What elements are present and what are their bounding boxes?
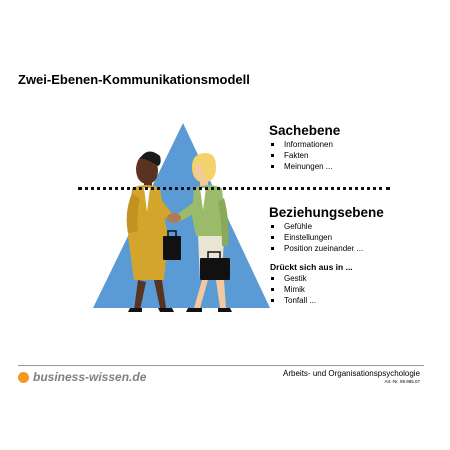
handshake-illustration xyxy=(88,118,278,318)
sachebene-list xyxy=(270,139,333,173)
list-item: Position zueinander ... xyxy=(270,243,363,254)
expression-heading: Drückt sich aus in ... xyxy=(270,262,353,272)
list-item: Informationen xyxy=(270,139,333,150)
footer-divider xyxy=(18,365,424,366)
handshake-hands xyxy=(167,213,181,223)
footer-caption: Arbeits- und Organisationspsychologie xyxy=(283,369,420,378)
sachebene-heading: Sachebene xyxy=(269,123,341,138)
level-divider xyxy=(78,187,390,190)
article-number: Art.-Nr. 99.985.07 xyxy=(384,379,420,384)
beziehungsebene-list xyxy=(270,221,363,255)
bullet-icon xyxy=(271,288,274,291)
bullet-icon xyxy=(271,247,274,250)
slide-title: Zwei-Ebenen-Kommunikationsmodell xyxy=(18,72,250,87)
list-item: Fakten xyxy=(270,150,333,161)
list-item: Einstellungen xyxy=(270,232,363,243)
list-item: Tonfall ... xyxy=(270,295,316,306)
expression-list xyxy=(270,273,316,307)
beziehungsebene-heading: Beziehungsebene xyxy=(269,205,384,220)
bullet-icon xyxy=(271,154,274,157)
bullet-icon xyxy=(271,165,274,168)
footer-info xyxy=(283,369,420,384)
list-item: Gestik xyxy=(270,273,316,284)
brand-logo xyxy=(18,370,146,384)
brand-dot-icon xyxy=(18,372,29,383)
bullet-icon xyxy=(271,225,274,228)
list-item: Meinungen ... xyxy=(270,161,333,172)
bullet-icon xyxy=(271,277,274,280)
list-item: Gefühle xyxy=(270,221,363,232)
list-item: Mimik xyxy=(270,284,316,295)
bullet-icon xyxy=(271,236,274,239)
bullet-icon xyxy=(271,299,274,302)
brand-name: business-wissen.de xyxy=(33,370,147,384)
bullet-icon xyxy=(271,143,274,146)
